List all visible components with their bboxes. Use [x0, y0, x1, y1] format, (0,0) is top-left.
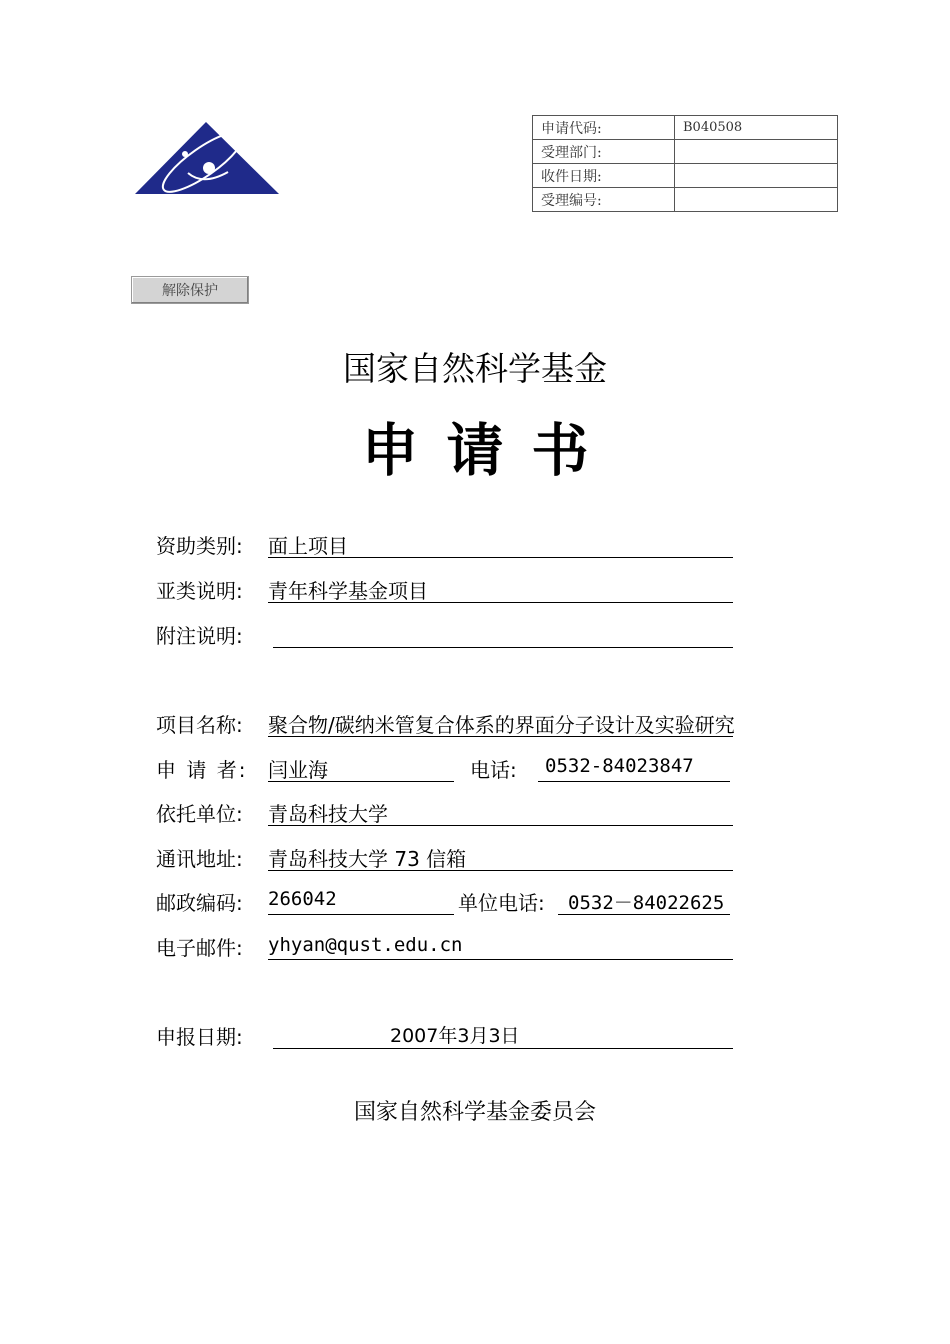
- applicant-label: 申 请 者:: [156, 758, 248, 782]
- page-title: 国家自然科学基金: [343, 349, 607, 388]
- subcategory-label: 亚类说明:: [156, 579, 243, 603]
- unit-phone-underline: [558, 914, 730, 915]
- notes-underline: [273, 647, 733, 648]
- funding-category-value: 面上项目: [268, 534, 348, 558]
- email-underline: [268, 959, 733, 960]
- phone-label: 电话:: [470, 758, 517, 782]
- project-name-label: 项目名称:: [156, 713, 243, 737]
- receipt-date-value: [675, 164, 838, 188]
- address-label: 通讯地址:: [156, 847, 243, 871]
- unit-phone-value: 0532－84022625: [568, 892, 725, 914]
- date-underline: [273, 1048, 733, 1049]
- project-name-underline: [268, 736, 733, 737]
- apply-code-label: 申请代码:: [533, 116, 675, 140]
- funding-category-underline: [268, 557, 733, 558]
- phone-underline: [538, 781, 730, 782]
- date-label: 申报日期:: [156, 1025, 243, 1049]
- unit-phone-label: 单位电话:: [458, 891, 545, 915]
- institution-value: 青岛科技大学: [268, 802, 388, 826]
- receipt-date-label: 收件日期:: [533, 164, 675, 188]
- nsfc-logo-icon: [133, 118, 281, 196]
- email-label: 电子邮件:: [156, 936, 243, 960]
- table-row: [533, 116, 838, 140]
- table-row: [533, 164, 838, 188]
- subcategory-underline: [268, 602, 733, 603]
- department-label: 受理部门:: [533, 140, 675, 164]
- apply-code-value: B040508: [675, 116, 838, 140]
- email-value: yhyan@qust.edu.cn: [268, 934, 463, 956]
- applicant-underline: [268, 781, 454, 782]
- address-value: 青岛科技大学 73 信箱: [268, 847, 467, 871]
- subcategory-value: 青年科学基金项目: [268, 579, 428, 603]
- funding-category-label: 资助类别:: [156, 534, 243, 558]
- admin-info-table: [532, 115, 838, 212]
- phone-value: 0532-84023847: [545, 755, 694, 777]
- page-subtitle: 申请书: [361, 417, 617, 484]
- department-value: [675, 140, 838, 164]
- project-name-value: 聚合物/碳纳米管复合体系的界面分子设计及实验研究: [268, 713, 735, 737]
- acceptance-number-value: [675, 188, 838, 212]
- postcode-value: 266042: [268, 888, 337, 910]
- table-row: [533, 188, 838, 212]
- institution-underline: [268, 825, 733, 826]
- address-underline: [268, 870, 733, 871]
- institution-label: 依托单位:: [156, 802, 243, 826]
- table-row: [533, 140, 838, 164]
- date-value: 2007年3月3日: [390, 1025, 520, 1047]
- acceptance-number-label: 受理编号:: [533, 188, 675, 212]
- unprotect-button[interactable]: 解除保护: [131, 276, 249, 304]
- applicant-value: 闫业海: [268, 758, 328, 782]
- footer-organization: 国家自然科学基金委员会: [353, 1100, 596, 1125]
- notes-label: 附注说明:: [156, 624, 243, 648]
- postcode-underline: [268, 914, 454, 915]
- postcode-label: 邮政编码:: [156, 891, 243, 915]
